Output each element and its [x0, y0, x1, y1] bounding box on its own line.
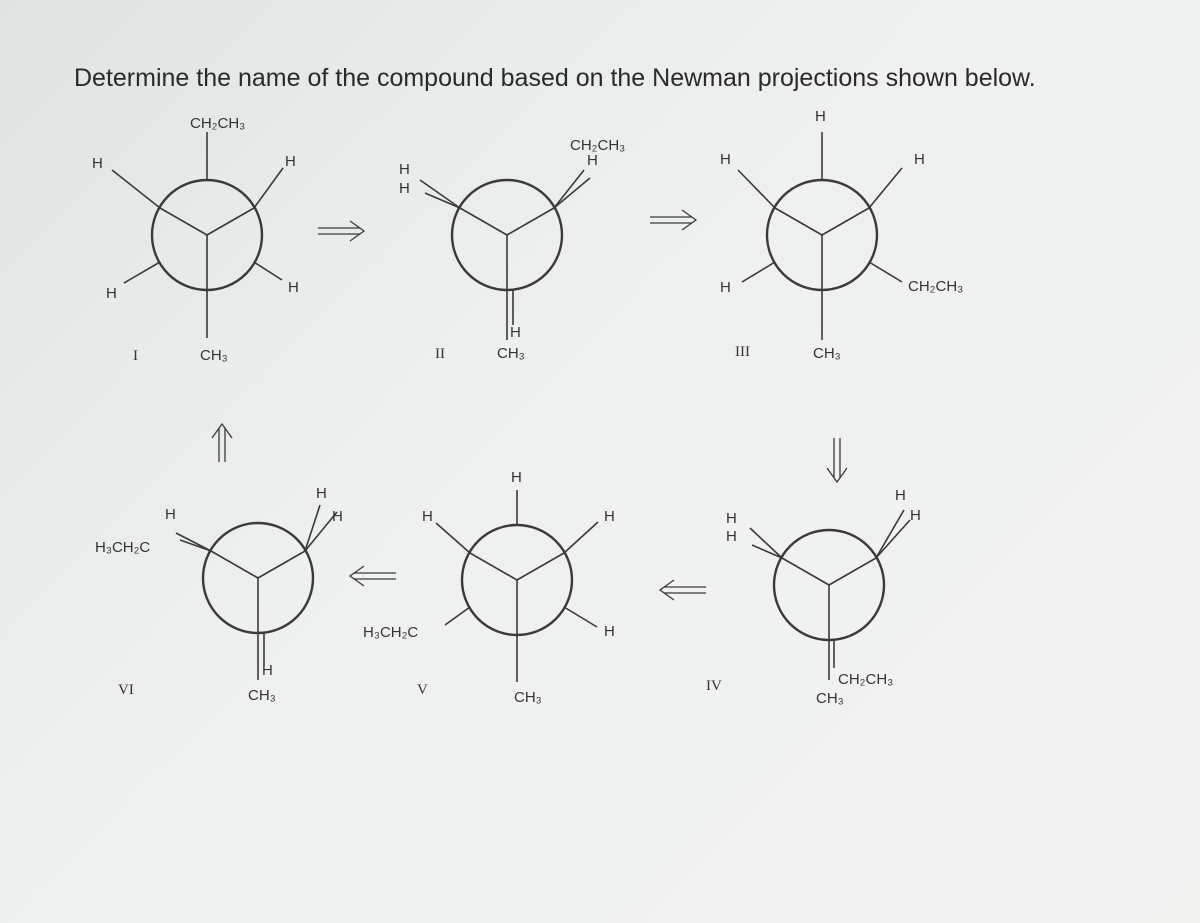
label-upper-left: H — [720, 151, 731, 168]
label-lower-right: H — [604, 623, 615, 640]
front-bond — [305, 505, 320, 551]
front-bond — [258, 551, 305, 578]
front-bond — [160, 208, 207, 235]
front-bond — [112, 170, 160, 208]
projection-numeral: II — [435, 346, 445, 362]
front-bond — [775, 208, 822, 235]
newman-projection-iii — [720, 108, 963, 362]
label-bottom: CH₃ — [813, 345, 841, 362]
front-bond — [822, 208, 869, 235]
label-upper-left-2: H — [726, 528, 737, 545]
front-bond — [876, 510, 904, 558]
label-upper-left: H — [92, 155, 103, 172]
arrow-i-to-ii — [318, 221, 364, 241]
back-bond — [876, 520, 910, 558]
label-bottom: CH₃ — [248, 687, 276, 704]
arrow-iii-to-iv — [827, 438, 847, 482]
front-bond — [738, 170, 775, 208]
label-upper-right-2: H — [332, 508, 343, 525]
arrow-v-to-vi — [350, 566, 396, 586]
label-lower-left: H₃CH₂C — [363, 624, 419, 641]
label-bottom-h: H — [510, 324, 521, 341]
front-bond — [207, 208, 254, 235]
projection-numeral: IV — [706, 678, 722, 694]
back-bond — [124, 262, 160, 283]
label-lower-left: H — [106, 285, 117, 302]
front-bond — [436, 523, 470, 553]
front-bond — [554, 170, 584, 208]
projection-numeral: V — [417, 682, 428, 698]
back-bond — [742, 262, 775, 282]
label-upper-left: H — [422, 508, 433, 525]
question-text: Determine the name of the compound based on the Newman projections shown below. — [74, 64, 1036, 92]
back-bond — [445, 607, 470, 625]
label-upper-right: H — [285, 153, 296, 170]
front-bond — [211, 551, 258, 578]
back-bond — [254, 262, 282, 280]
label-upper-left-h: H — [165, 506, 176, 523]
label-lower-right: H — [288, 279, 299, 296]
label-upper-right-1: H — [895, 487, 906, 504]
front-bond — [470, 553, 517, 580]
newman-projection-i — [92, 115, 299, 364]
projection-numeral: III — [735, 344, 750, 360]
front-bond — [507, 208, 554, 235]
label-upper-left-2: H — [399, 180, 410, 197]
back-bond — [752, 545, 782, 558]
newman-projection-v — [363, 469, 615, 706]
label-bottom: CH₃ — [497, 345, 525, 362]
front-bond — [750, 528, 782, 558]
label-bottom: CH₃ — [514, 689, 542, 706]
label-lower-right: CH₂CH₃ — [908, 278, 964, 295]
back-bond — [554, 178, 590, 208]
projection-numeral: I — [133, 348, 138, 364]
front-bond — [254, 168, 283, 208]
label-upper-left: H₃CH₂C — [95, 539, 151, 556]
newman-projection-iv — [706, 487, 921, 707]
label-top: CH₂CH₃ — [190, 115, 246, 132]
label-upper-left-1: H — [726, 510, 737, 527]
back-bond — [869, 262, 902, 282]
arrow-iv-to-v — [660, 580, 706, 600]
front-bond — [869, 168, 902, 208]
front-bond — [517, 553, 564, 580]
front-bond — [564, 522, 598, 553]
projection-numeral: VI — [118, 682, 134, 698]
label-bottom-2: CH₃ — [816, 690, 844, 707]
front-bond — [782, 558, 829, 585]
arrow-vi-to-i — [212, 424, 232, 462]
label-lower-left: H — [720, 279, 731, 296]
label-upper-right: H — [604, 508, 615, 525]
label-bottom: CH₃ — [200, 347, 228, 364]
label-upper-right-2: H — [910, 507, 921, 524]
label-top: CH₂CH₃ — [570, 137, 626, 154]
label-top: H — [815, 108, 826, 125]
label-upper-right: H — [914, 151, 925, 168]
newman-projection-vi — [95, 485, 343, 704]
label-top-h: H — [587, 152, 598, 169]
back-bond — [180, 540, 211, 551]
back-bond — [564, 607, 597, 627]
label-upper-right-1: H — [316, 485, 327, 502]
front-bond — [460, 208, 507, 235]
front-bond — [829, 558, 876, 585]
newman-projection-ii — [399, 137, 625, 362]
label-bottom-h: H — [262, 662, 273, 679]
label-bottom-1: CH₂CH₃ — [838, 671, 894, 688]
label-upper-left-1: H — [399, 161, 410, 178]
label-top: H — [511, 469, 522, 486]
arrow-ii-to-iii — [650, 210, 696, 230]
